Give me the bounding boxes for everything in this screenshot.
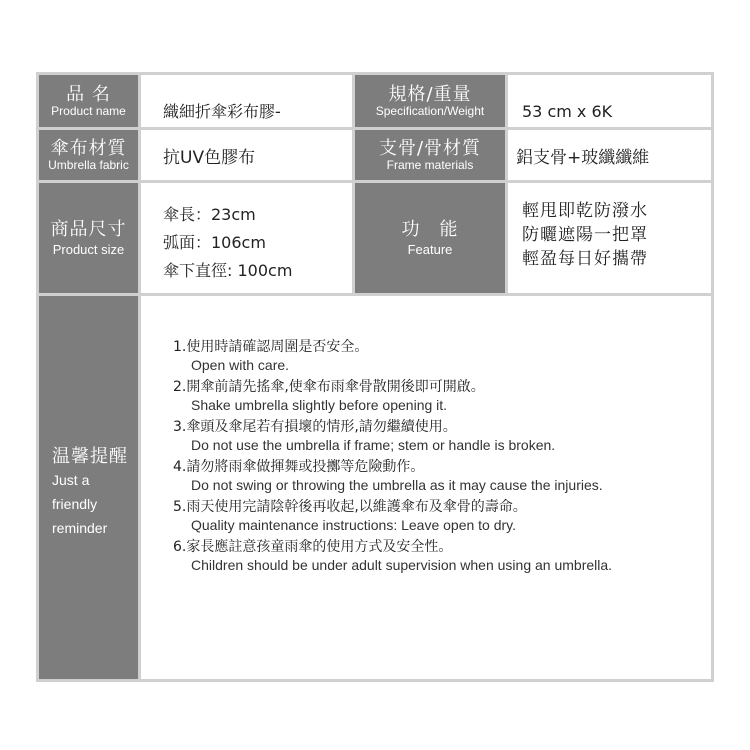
feature-line-2: 防曬遮陽一把罩 bbox=[522, 225, 648, 245]
product-name-label-zh: 品 名 bbox=[66, 83, 111, 105]
note-item bbox=[173, 418, 671, 454]
product-name-header bbox=[39, 75, 138, 127]
feature-header bbox=[355, 183, 505, 293]
note-en: Do not swing or throwing the umbrella as it may cause the injuries. bbox=[191, 477, 603, 493]
note-zh: 4.請勿將雨傘做揮舞或投擲等危險動作。 bbox=[173, 459, 425, 475]
size-label-zh: 商品尺寸 bbox=[50, 218, 127, 240]
fabric-header bbox=[39, 130, 138, 180]
note-zh: 1.使用時請確認周圍是否安全。 bbox=[173, 339, 369, 355]
note-en: Open with care. bbox=[191, 357, 290, 373]
reminder-label-zh: 温馨提醒 bbox=[52, 446, 128, 467]
frame-header bbox=[355, 130, 505, 180]
frame-label-zh: 支骨/骨材質 bbox=[378, 137, 482, 159]
frame-value: 鋁支骨+玻纖纖維 bbox=[508, 130, 711, 180]
note-item bbox=[173, 498, 671, 534]
fabric-label-en: Umbrella fabric bbox=[48, 157, 129, 172]
feature-line-3: 輕盈每日好攜帶 bbox=[522, 249, 648, 269]
spec-table bbox=[36, 72, 714, 682]
note-zh: 3.傘頭及傘尾若有損壞的情形,請勿繼續使用。 bbox=[173, 419, 457, 435]
product-name-value bbox=[141, 75, 352, 127]
size-value bbox=[141, 183, 352, 293]
reminder-label-en-1: Just a bbox=[52, 472, 90, 488]
fabric-label-zh: 傘布材質 bbox=[50, 137, 127, 159]
spec-weight-value-line1: 53 cm x 6K bbox=[522, 102, 613, 121]
feature-line-1: 輕甩即乾防潑水 bbox=[522, 201, 648, 221]
feature-label-zh: 功 能 bbox=[401, 218, 459, 240]
note-item bbox=[173, 458, 671, 494]
note-item bbox=[173, 338, 671, 374]
note-zh: 6.家長應註意孩童雨傘的使用方式及安全性。 bbox=[173, 539, 453, 555]
spec-weight-value bbox=[508, 75, 711, 127]
note-en: Do not use the umbrella if frame; stem or handle is broken. bbox=[191, 437, 556, 453]
reminder-label-en-3: reminder bbox=[52, 520, 108, 536]
product-name-label-en: Product name bbox=[51, 103, 126, 118]
note-item bbox=[173, 378, 671, 414]
spec-weight-label-zh: 規格/重量 bbox=[388, 83, 472, 105]
note-en: Shake umbrella slightly before opening it. bbox=[191, 397, 448, 413]
note-item bbox=[173, 538, 671, 574]
spec-weight-label-en: Specification/Weight bbox=[375, 103, 485, 118]
note-en: Children should be under adult supervision when using an umbrella. bbox=[191, 557, 613, 573]
size-line-length: 傘長：23cm bbox=[163, 205, 256, 224]
reminder-label-en-2: friendly bbox=[52, 496, 98, 512]
size-line-diameter: 傘下直徑: 100cm bbox=[163, 261, 293, 280]
reminder-header bbox=[39, 296, 138, 679]
frame-label-en: Frame materials bbox=[386, 157, 474, 172]
note-en: Quality maintenance instructions: Leave open to dry. bbox=[191, 517, 517, 533]
note-zh: 2.開傘前請先搖傘,使傘布雨傘骨散開後即可開啟。 bbox=[173, 379, 485, 395]
fabric-value: 抗UV色膠布 bbox=[141, 130, 352, 180]
size-line-arc: 弧面：106cm bbox=[163, 233, 266, 252]
size-label-en: Product size bbox=[52, 241, 125, 257]
product-name-value-line1: 織細折傘彩布膠- bbox=[163, 102, 281, 121]
spec-weight-header bbox=[355, 75, 505, 127]
size-header bbox=[39, 183, 138, 293]
reminder-notes bbox=[141, 296, 711, 679]
note-zh: 5.雨天使用完請陰幹後再收起,以維護傘布及傘骨的壽命。 bbox=[173, 499, 527, 515]
feature-value bbox=[508, 183, 711, 293]
feature-label-en: Feature bbox=[407, 241, 453, 257]
